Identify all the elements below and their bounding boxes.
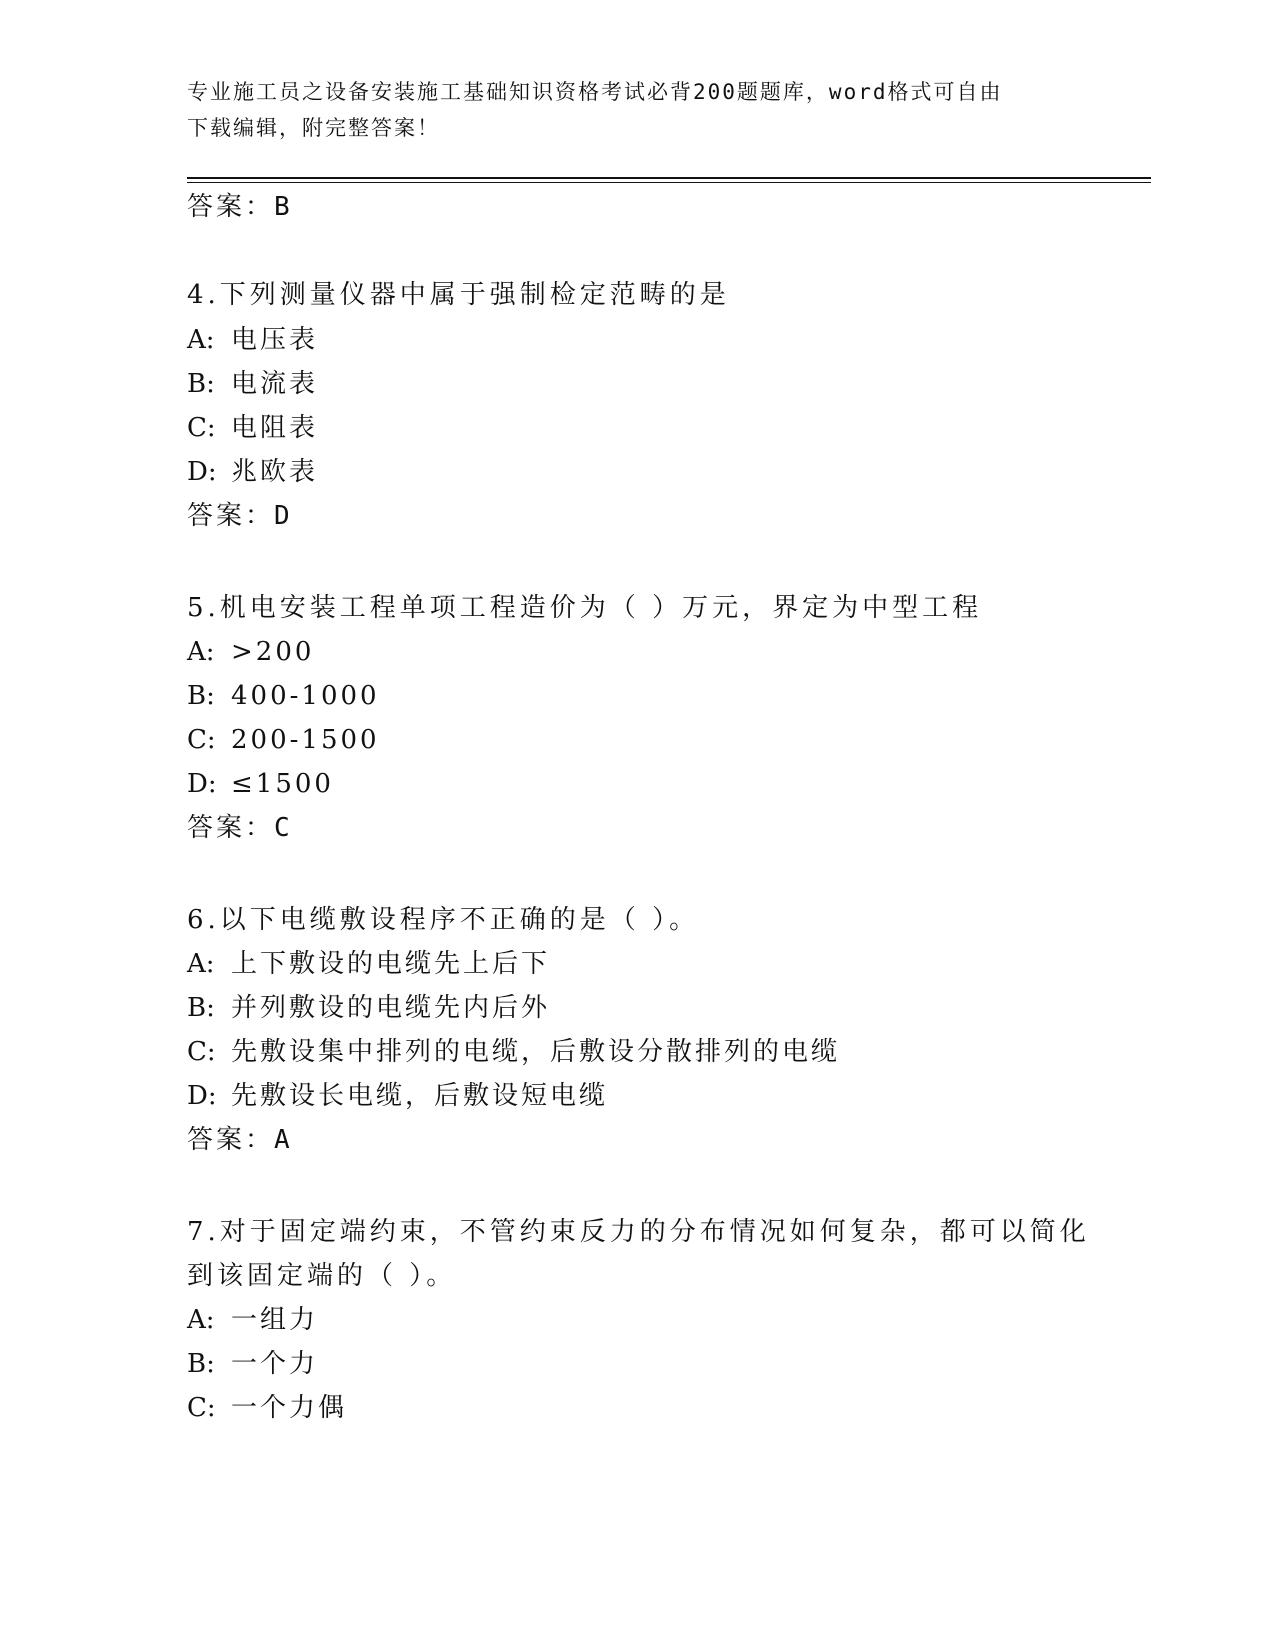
- answer-value: D: [274, 501, 290, 531]
- option-b: [187, 1346, 318, 1382]
- answer-prefix: 答案：: [187, 501, 275, 531]
- option-text: 电流表: [231, 369, 319, 399]
- option-c: [187, 410, 318, 446]
- option-label: B:: [187, 369, 215, 399]
- question-stem-line-1: 7.对于固定端约束，不管约束反力的分布情况如何复杂，都可以简化: [187, 1217, 1090, 1247]
- option-label: D:: [187, 457, 217, 487]
- answer-prefix: 答案：: [187, 1125, 275, 1155]
- answer-prefix: 答案：: [187, 813, 275, 843]
- option-a: [187, 322, 318, 358]
- header-divider-thin: [187, 182, 1151, 183]
- option-a: [187, 1302, 318, 1338]
- document-header: [187, 74, 1067, 146]
- option-text: 先敷设集中排列的电缆，后敷设分散排列的电缆: [231, 1037, 841, 1067]
- option-text: >200: [231, 637, 315, 667]
- option-text: 电压表: [231, 325, 319, 355]
- option-c: [187, 722, 380, 758]
- option-text: 一组力: [231, 1305, 319, 1335]
- question-stem: 6.以下电缆敷设程序不正确的是（ ）。: [187, 905, 700, 935]
- option-text: 200-1500: [231, 725, 380, 755]
- option-label: A:: [187, 949, 215, 979]
- option-text: 一个力偶: [231, 1393, 348, 1423]
- answer-line: [187, 498, 290, 534]
- answer-line: [187, 810, 290, 846]
- option-text: 一个力: [231, 1349, 319, 1379]
- option-text: ≤1500: [231, 769, 334, 799]
- header-title-line-1: 专业施工员之设备安装施工基础知识资格考试必背200题题库，word格式可自由: [187, 80, 1003, 104]
- answer-value: A: [274, 1125, 290, 1155]
- answer-value: C: [274, 813, 290, 843]
- option-label: C:: [187, 725, 216, 755]
- header-divider: [187, 177, 1151, 179]
- option-label: D:: [187, 769, 217, 799]
- option-b: [187, 366, 318, 402]
- option-label: B:: [187, 1349, 215, 1379]
- option-a: [187, 634, 314, 670]
- option-label: B:: [187, 993, 215, 1023]
- option-label: C:: [187, 1393, 216, 1423]
- option-text: 并列敷设的电缆先内后外: [231, 993, 551, 1023]
- answer-line: [187, 189, 290, 225]
- answer-value: B: [274, 192, 290, 222]
- option-text: 兆欧表: [231, 457, 319, 487]
- option-a: [187, 946, 550, 982]
- option-label: C:: [187, 413, 216, 443]
- option-d: [187, 1078, 608, 1114]
- question-stem: 4.下列测量仪器中属于强制检定范畴的是: [187, 280, 730, 310]
- option-label: D:: [187, 1081, 217, 1111]
- option-label: A:: [187, 637, 215, 667]
- option-text: 电阻表: [231, 413, 319, 443]
- option-label: B:: [187, 681, 215, 711]
- answer-prefix: 答案：: [187, 192, 275, 222]
- option-label: A:: [187, 325, 215, 355]
- option-label: C:: [187, 1037, 216, 1067]
- option-text: 400-1000: [231, 681, 380, 711]
- question-stem-line-2: 到该固定端的（ ）。: [187, 1261, 457, 1291]
- option-b: [187, 678, 380, 714]
- header-title-line-2: 下载编辑，附完整答案！: [187, 116, 440, 140]
- option-b: [187, 990, 550, 1026]
- option-c: [187, 1034, 840, 1070]
- option-label: A:: [187, 1305, 215, 1335]
- question-stem: 5.机电安装工程单项工程造价为（ ）万元，界定为中型工程: [187, 593, 983, 623]
- answer-line: [187, 1122, 290, 1158]
- option-text: 上下敷设的电缆先上后下: [231, 949, 551, 979]
- option-text: 先敷设长电缆，后敷设短电缆: [231, 1081, 609, 1111]
- option-d: [187, 766, 334, 802]
- option-d: [187, 454, 318, 490]
- option-c: [187, 1390, 347, 1426]
